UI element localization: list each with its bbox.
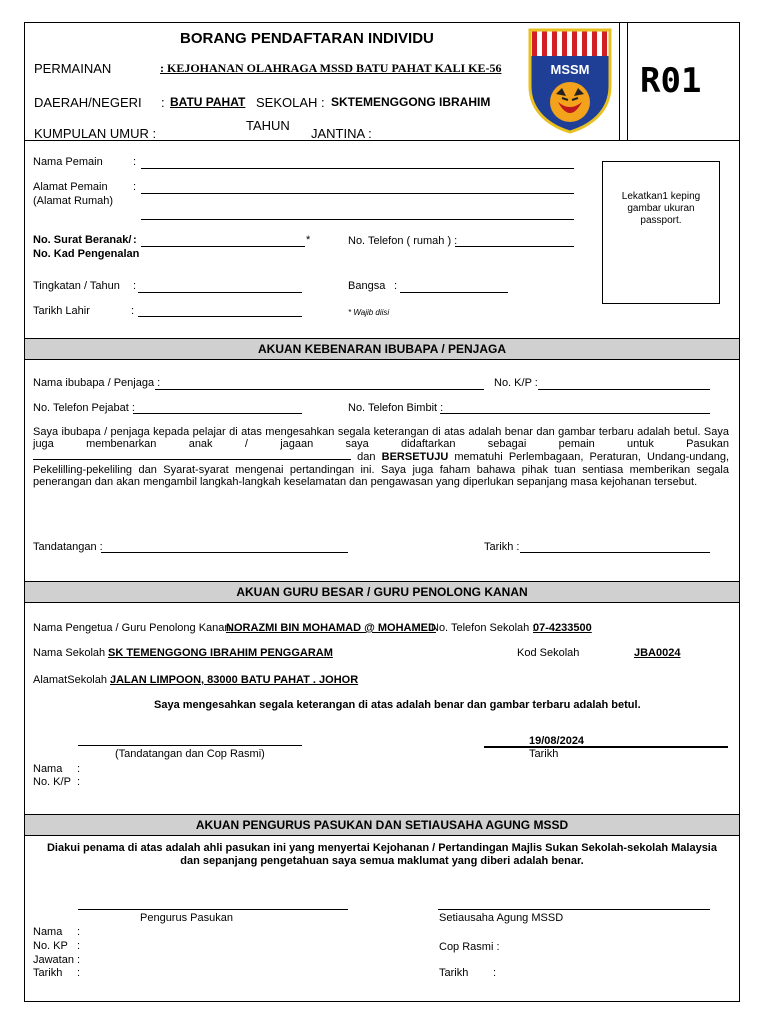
colon: : [77, 926, 81, 938]
tarikh-ibubapa-field[interactable] [520, 552, 710, 553]
telefon-bimbit-field[interactable] [440, 413, 710, 414]
bangsa-field[interactable] [400, 292, 508, 293]
pengetua-value: NORAZMI BIN MOHAMAD @ MOHAMED [226, 622, 436, 634]
tarikh-lahir-label: Tarikh Lahir [33, 305, 90, 317]
colon: : [133, 156, 137, 168]
tarikh-ibubapa-label: Tarikh : [484, 541, 520, 553]
setiausaha-signature-field[interactable] [438, 909, 710, 910]
kad-pengenalan-label: No. Kad Pengenalan [33, 248, 140, 260]
alamat-pemain-label: Alamat Pemain [33, 181, 108, 193]
pengurus-statement-2: dan sepanjang pengetahuan saya semua maklumat yang diberi adalah benar. [180, 855, 584, 867]
pasukan-field[interactable] [33, 450, 351, 460]
mssm-logo [528, 28, 612, 134]
tarikh-guru-label: Tarikh [529, 748, 559, 760]
permainan-label: PERMAINAN [34, 61, 112, 76]
tahun-label: TAHUN [246, 118, 290, 133]
code-divider-line [619, 22, 620, 140]
code-divider-line-2 [627, 22, 628, 140]
consent-bersetuju: BERSETUJU [381, 451, 449, 464]
jantina-label: JANTINA : [311, 126, 372, 141]
kumpulan-umur-label: KUMPULAN UMUR : [34, 126, 157, 141]
guru-confirmation: Saya mengesahkan segala keterangan di atas adalah benar dan gambar terbaru adalah betul. [154, 699, 641, 711]
colon: : [77, 776, 81, 788]
nama-pemain-field[interactable] [141, 168, 574, 169]
photo-instruction: Lekatkan1 keping gambar ukuran passport. [621, 191, 701, 226]
telefon-sekolah-label: No. Telefon Sekolah : [431, 622, 536, 634]
alamat-sekolah-label: AlamatSekolah : [33, 674, 114, 686]
kad-pengenalan-field[interactable] [141, 246, 305, 247]
bangsa-label: Bangsa [348, 280, 386, 292]
tingkatan-label: Tingkatan / Tahun [33, 280, 120, 292]
nama-ibubapa-field[interactable] [155, 389, 484, 390]
kp-ibubapa-label: No. K/P : [494, 377, 538, 389]
tarikh-setiausaha-label: Tarikh [439, 967, 469, 979]
required-asterisk: * [306, 234, 311, 246]
nama-pengurus-label: Nama [33, 926, 63, 938]
tarikh-lahir-field[interactable] [138, 316, 302, 317]
nama-ibubapa-label: Nama ibubapa / Penjaga : [33, 377, 161, 389]
tandatangan-ibubapa-label: Tandatangan : [33, 541, 103, 553]
daerah-separator: : [161, 95, 165, 110]
tandatangan-cop-label: (Tandatangan dan Cop Rasmi) [115, 748, 265, 760]
consent-part-1: Saya ibubapa / penjaga kepada pelajar di atas mengesahkan segala keterangan di atas adalah benar dan gambar terbaru adalah betul. Saya juga membenarkan anak / jagaan saya didaftarkan sebagai pemain untuk Pasukan [33, 426, 729, 451]
colon: : [133, 234, 137, 246]
colon: : [77, 940, 81, 952]
daerah-label: DAERAH/NEGERI [34, 95, 142, 110]
colon: : [133, 280, 137, 292]
telefon-rumah-field[interactable] [455, 246, 574, 247]
colon: : [133, 181, 137, 193]
colon: : [394, 280, 398, 292]
kp-pengurus-label: No. KP [33, 940, 68, 952]
tarikh-guru-value: 19/08/2024 [529, 735, 585, 747]
ibubapa-heading: AKUAN KEBENARAN IBUBAPA / PENJAGA [25, 338, 739, 360]
telefon-pejabat-field[interactable] [133, 413, 302, 414]
cop-rasmi-label: Cop Rasmi : [439, 941, 500, 953]
telefon-rumah-label: No. Telefon ( rumah ) : [348, 235, 458, 247]
alamat-rumah-label: (Alamat Rumah) [33, 195, 114, 207]
nama-sekolah-label: Nama Sekolah : [33, 647, 112, 659]
kp-ibubapa-field[interactable] [538, 389, 710, 390]
pengurus-pasukan-label: Pengurus Pasukan [140, 912, 233, 924]
tarikh-pengurus-label: Tarikh [33, 967, 63, 979]
sekolah-label: SEKOLAH : [256, 95, 325, 110]
colon: : [77, 967, 81, 979]
jawatan-label: Jawatan [33, 954, 74, 966]
surat-beranak-label: No. Surat Beranak/ [33, 234, 132, 246]
colon: : [493, 967, 497, 979]
telefon-pejabat-label: No. Telefon Pejabat : [33, 402, 135, 414]
form-title: BORANG PENDAFTARAN INDIVIDU [180, 30, 434, 47]
wajib-note: * Wajib diisi [348, 308, 390, 317]
ibubapa-consent-text [33, 426, 729, 488]
nama-guru-label: Nama [33, 763, 63, 775]
telefon-sekolah-value: 07-4233500 [533, 622, 592, 634]
nama-sekolah-value: SK TEMENGGONG IBRAHIM PENGGARAM [108, 647, 333, 659]
logo-text: MSSM [550, 62, 590, 77]
kod-sekolah-value: JBA0024 [634, 647, 681, 659]
photo-box [602, 161, 720, 304]
daerah-value: BATU PAHAT [170, 95, 246, 109]
kod-sekolah-label: Kod Sekolah [517, 647, 580, 659]
pengurus-signature-field[interactable] [78, 909, 348, 910]
pengetua-label: Nama Pengetua / Guru Penolong Kanan : [33, 622, 237, 634]
alamat-field-1[interactable] [141, 193, 574, 194]
consent-part-2: mematuhi Perlembagaan, Peraturan, Undang-undang, Pekelilling-pekeliling dan Syarat-syarat mengenai pertandingan ini. Saya juga faham bahawa pihak tuan sentiasa memberikan segala penerangan dan akan mengambil langkah-langkah keselamatan dan pengawasan yang diperlukan sepanjang masa kejohanan tersebut. [33, 451, 730, 488]
pengurus-heading: AKUAN PENGURUS PASUKAN DAN SETIAUSAHA AGUNG MSSD [25, 814, 739, 836]
colon: : [77, 954, 81, 966]
form-code: R01 [640, 61, 702, 101]
nama-pemain-label: Nama Pemain [33, 156, 103, 168]
pengurus-statement-1: Diakui penama di atas adalah ahli pasukan ini yang menyertai Kejohanan / Pertandingan Majlis Sukan Sekolah-sekolah Malaysia [46, 842, 717, 854]
consent-dan: dan [357, 451, 376, 464]
sekolah-value: SKTEMENGGONG IBRAHIM [331, 95, 491, 109]
alamat-field-2[interactable] [141, 219, 574, 220]
permainan-value: : KEJOHANAN OLAHRAGA MSSD BATU PAHAT KALI KE-56 [160, 61, 502, 75]
guru-heading: AKUAN GURU BESAR / GURU PENOLONG KANAN [25, 581, 739, 603]
tarikh-guru-line [484, 746, 728, 748]
telefon-bimbit-label: No. Telefon Bimbit : [348, 402, 444, 414]
setiausaha-label: Setiausaha Agung MSSD [439, 912, 564, 924]
alamat-sekolah-value: JALAN LIMPOON, 83000 BATU PAHAT . JOHOR [110, 674, 359, 686]
tandatangan-guru-field[interactable] [78, 745, 302, 746]
tandatangan-ibubapa-field[interactable] [101, 552, 348, 553]
kp-guru-label: No. K/P [33, 776, 71, 788]
tingkatan-field[interactable] [138, 292, 302, 293]
colon: : [131, 305, 135, 317]
colon: : [77, 763, 81, 775]
